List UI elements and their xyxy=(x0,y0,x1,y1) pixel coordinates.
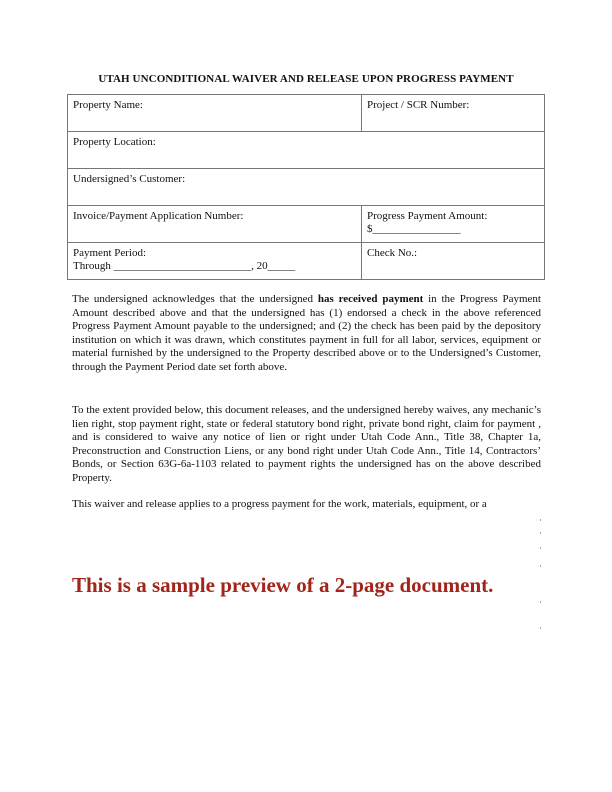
margin-mark xyxy=(540,519,541,521)
project-scr-number-field xyxy=(362,95,545,132)
acknowledgement-paragraph xyxy=(72,293,541,374)
undersigned-customer-label: Undersigned’s Customer: xyxy=(73,173,186,185)
payment-period-field xyxy=(68,243,362,280)
waiver-form-table xyxy=(67,94,545,280)
margin-mark xyxy=(540,547,541,549)
invoice-number-label: Invoice/Payment Application Number: xyxy=(73,210,244,222)
acknowledgement-text-end: in the Progress Payment Amount described above and that the undersigned has (1) endorsed a check in the above referenced Progress Payment Amount payable to the undersigned; and (2) the check has been paid by the depository institution on which it was drawn, which constitutes payment in full for all labor, services, equipment or material furnished by the undersigned to the Property described above or to the Undersigned’s Customer, through the Payment Period date set forth above. xyxy=(72,293,541,373)
received-payment-emphasis: has received payment xyxy=(317,293,424,305)
margin-mark xyxy=(540,627,541,629)
check-number-field xyxy=(362,243,545,280)
amount-blank: $________________ xyxy=(367,223,461,235)
applies-paragraph: This waiver and release applies to a progress payment for the work, materials, equipment, or a xyxy=(72,498,487,510)
undersigned-customer-field xyxy=(68,169,545,206)
payment-period-label: Payment Period: xyxy=(73,247,147,259)
margin-mark xyxy=(540,565,541,567)
release-paragraph: To the extent provided below, this document releases, and the undersigned hereby waives, any mechanic’s lien right, stop payment right, state or federal statutory bond right, private bond right, claim for payment , and is considered to waive any notice of lien or right under Utah Code Ann., Title 38, Chapter 1a, Preconstruction and Construction Liens, or any bond right under Utah Code Ann., Title 14, Contractors’ Bonds, or Section 63G-6a-1103 related to payment rights the undersigned has on the above described Property. xyxy=(72,404,541,484)
through-date-line: Through _________________________, 20_____ xyxy=(73,260,296,272)
property-location-field xyxy=(68,132,545,169)
progress-payment-amount-label: Progress Payment Amount: xyxy=(367,210,488,222)
progress-payment-amount-field xyxy=(362,206,545,243)
property-location-label: Property Location: xyxy=(73,136,156,148)
margin-mark xyxy=(540,601,541,603)
document-title: UTAH UNCONDITIONAL WAIVER AND RELEASE UPON PROGRESS PAYMENT xyxy=(98,73,514,85)
property-name-label: Property Name: xyxy=(73,99,143,111)
acknowledgement-text-start: The undersigned acknowledges that the undersigned xyxy=(72,293,318,305)
invoice-number-field xyxy=(68,206,362,243)
check-number-label: Check No.: xyxy=(367,247,418,259)
property-name-field xyxy=(68,95,362,132)
margin-mark xyxy=(540,532,541,534)
sample-preview-notice: This is a sample preview of a 2-page document. xyxy=(72,573,494,597)
project-scr-number-label: Project / SCR Number: xyxy=(367,99,470,111)
